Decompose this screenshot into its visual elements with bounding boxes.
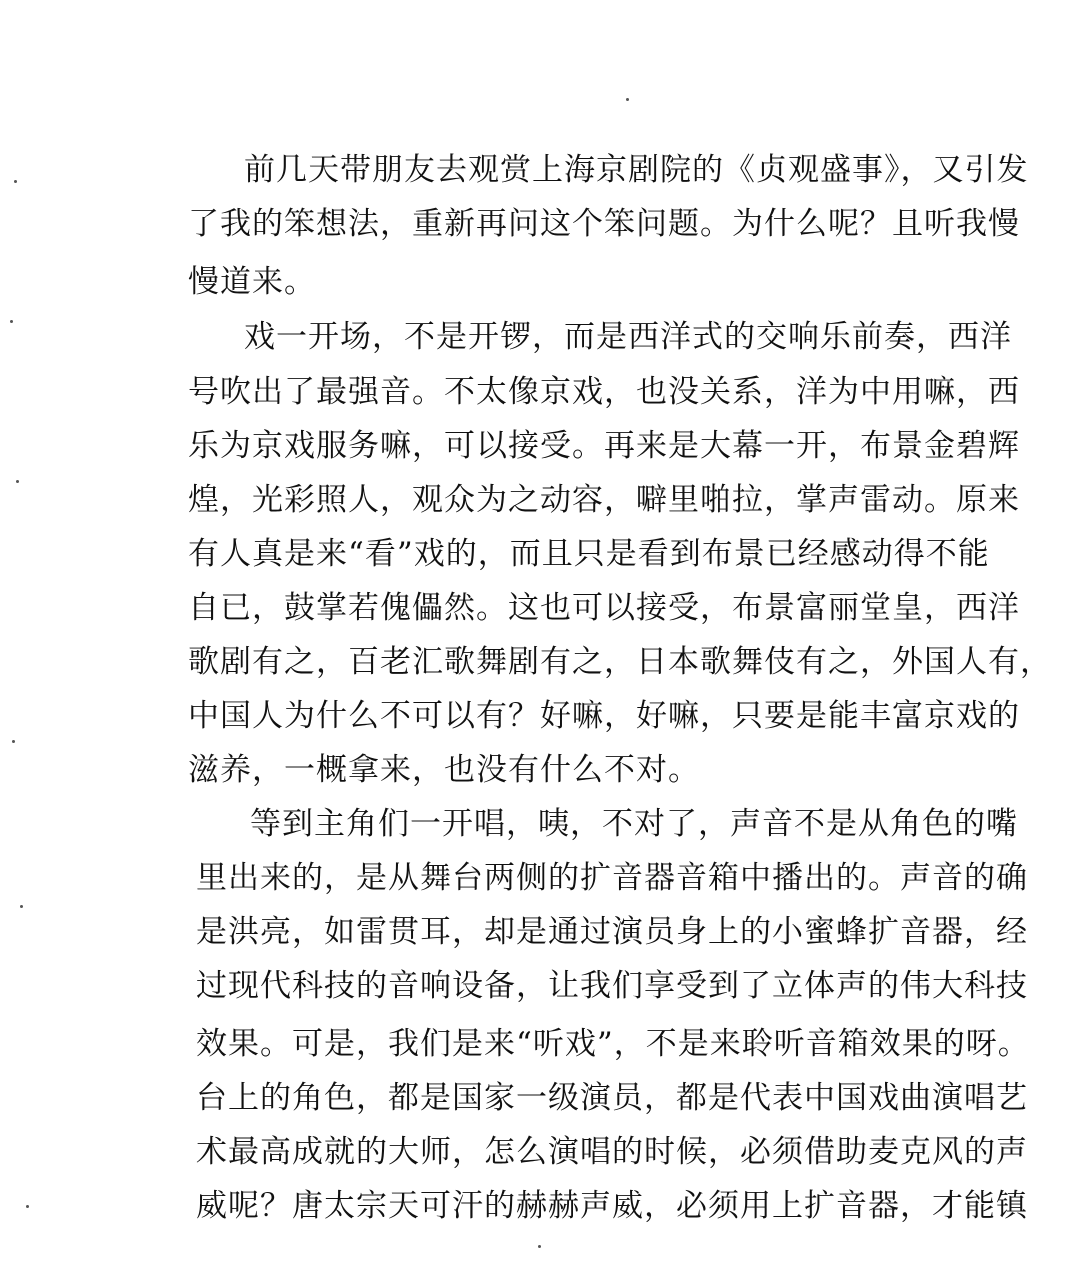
p2-line-9: 滋养，一概拿来，也没有什么不对。	[188, 752, 700, 788]
p3-line-8: 威呢？唐太宗天可汗的赫赫声威，必须用上扩音器，才能镇	[196, 1188, 1028, 1224]
p3-line-3: 是洪亮，如雷贯耳，却是通过演员身上的小蜜蜂扩音器，经	[196, 914, 1028, 950]
p3-line-5: 效果。可是，我们是来“听戏”，不是来聆听音箱效果的呀。	[196, 1026, 1030, 1062]
p3-line-6: 台上的角色，都是国家一级演员，都是代表中国戏曲演唱艺	[196, 1080, 1028, 1116]
p2-line-1: 戏一开场，不是开锣，而是西洋式的交响乐前奏，西洋	[244, 319, 1012, 355]
p1-line-3: 慢道来。	[188, 264, 316, 300]
scan-speck	[20, 905, 23, 908]
scan-speck	[538, 1245, 541, 1248]
p2-line-3: 乐为京戏服务嘛，可以接受。再来是大幕一开，布景金碧辉	[188, 428, 1020, 464]
p2-line-4: 煌，光彩照人，观众为之动容，噼里啪拉，掌声雷动。原来	[188, 482, 1020, 518]
p1-line-2: 了我的笨想法，重新再问这个笨问题。为什么呢？且听我慢	[188, 206, 1020, 242]
p1-line-1: 前几天带朋友去观赏上海京剧院的《贞观盛事》，又引发	[244, 152, 1029, 188]
p2-line-7: 歌剧有之，百老汇歌舞剧有之，日本歌舞伎有之，外国人有，	[188, 644, 1052, 680]
scan-speck	[14, 180, 17, 183]
p3-line-1: 等到主角们一开唱，咦，不对了，声音不是从角色的嘴	[250, 806, 1018, 842]
scan-speck	[26, 1205, 29, 1208]
p3-line-7: 术最高成就的大师，怎么演唱的时候，必须借助麦克风的声	[196, 1134, 1028, 1170]
p3-line-4: 过现代科技的音响设备，让我们享受到了立体声的伟大科技	[196, 968, 1028, 1004]
scan-speck	[10, 320, 13, 323]
p2-line-2: 号吹出了最强音。不太像京戏，也没关系，洋为中用嘛，西	[188, 374, 1020, 410]
scan-speck	[12, 740, 15, 743]
p2-line-6: 自已，鼓掌若傀儡然。这也可以接受，布景富丽堂皇，西洋	[188, 590, 1020, 626]
p2-line-5: 有人真是来“看”戏的，而且只是看到布景已经感动得不能	[188, 536, 990, 572]
scan-speck	[16, 480, 19, 483]
p3-line-2: 里出来的，是从舞台两侧的扩音器音箱中播出的。声音的确	[196, 860, 1028, 896]
p2-line-8: 中国人为什么不可以有？好嘛，好嘛，只要是能丰富京戏的	[188, 698, 1020, 734]
scan-speck	[626, 98, 629, 101]
